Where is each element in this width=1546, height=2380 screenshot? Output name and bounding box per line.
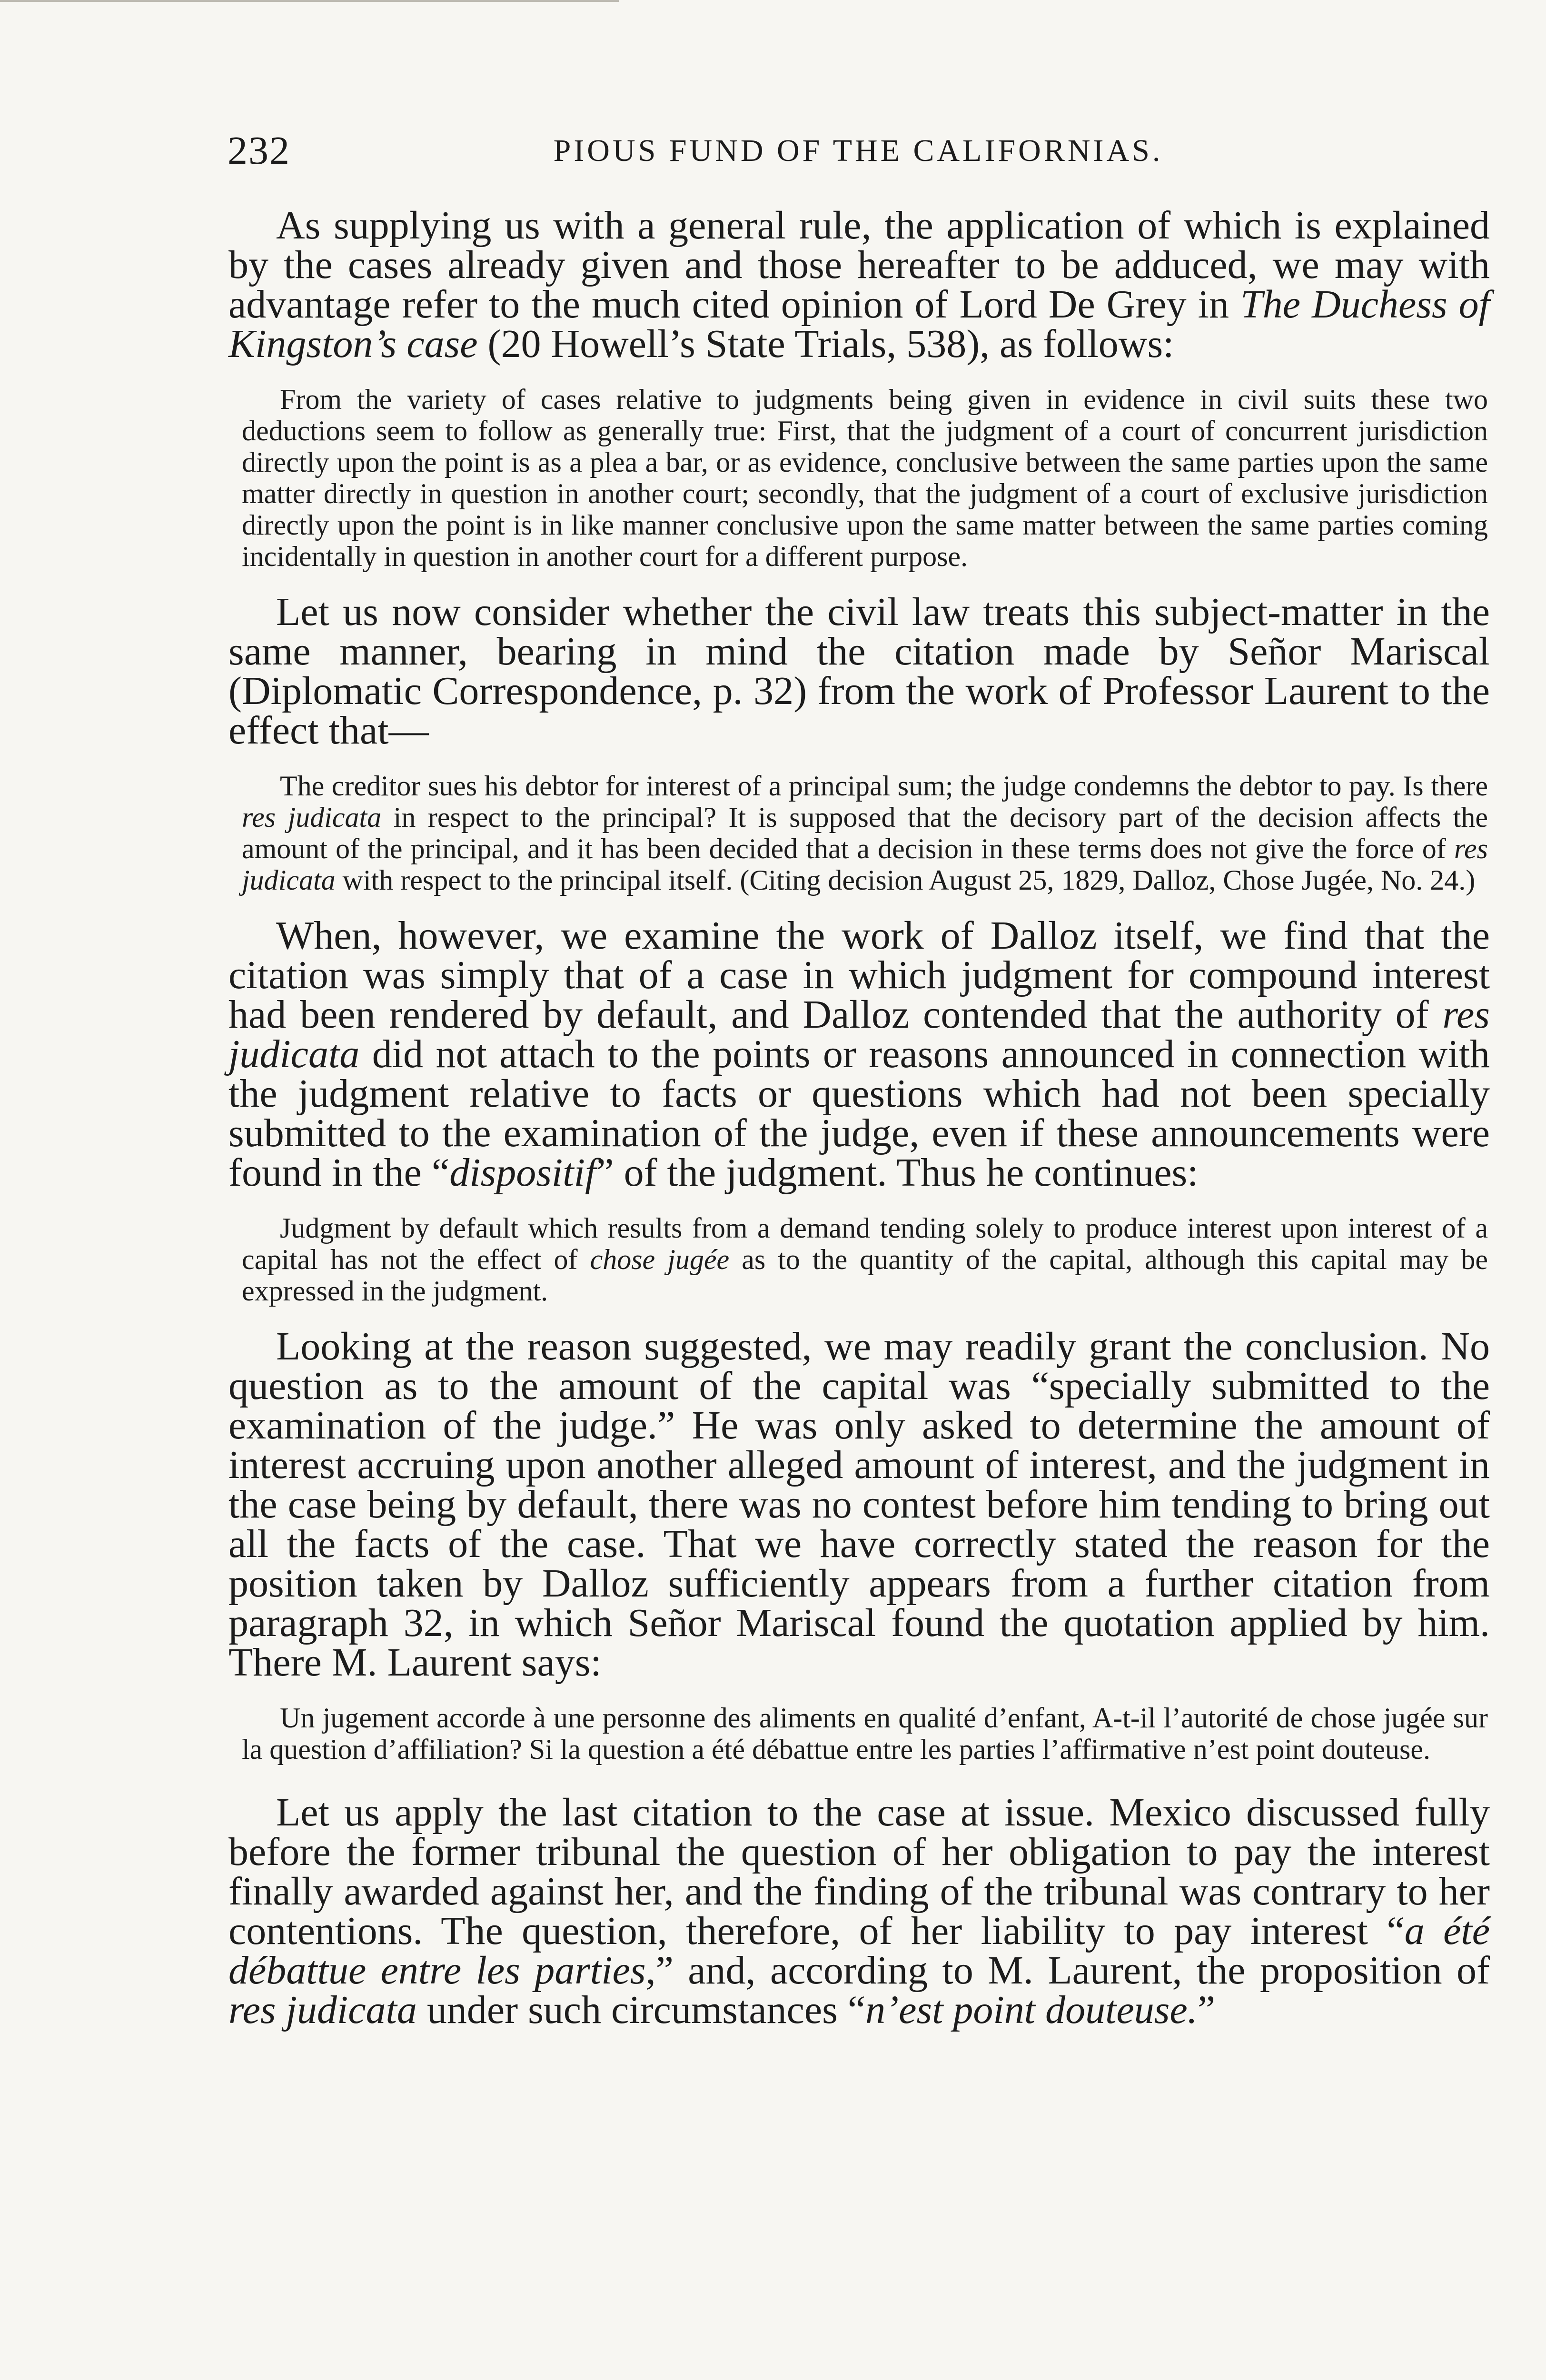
res-judicata-italic: res judicata: [242, 802, 382, 833]
paragraph-3-text-b: did not attach to the points or reasons announced in connection with the judgment relative to facts or questions which had not been specially submitted to the examination of the judge, even if these announcements were found in the “: [228, 1032, 1490, 1195]
paragraph-5-text-c: under such circumstances “: [416, 1988, 866, 2032]
paragraph-1-text-b: (20 Howell’s State Trials, 538), as follows:: [477, 322, 1174, 366]
block-quote-1: From the variety of cases relative to judgments being given in evidence in civil suits these two deductions seem to follow as generally true: First, that the judgment of a court of concurrent jurisdiction directly upon the point is as a plea a bar, or as evidence, conclusive between the same parties upon the same matter directly in question in another court; secondly, that the judgment of a court of exclusive jurisdiction directly upon the point is in like manner conclusive upon the same matter between the same parties coming incidentally in question in another court for a different purpose.: [242, 384, 1488, 572]
paragraph-5-text-b: ,” and, according to M. Laurent, the proposition of: [645, 1948, 1490, 1993]
paragraph-2: Let us now consider whether the civil law treats this subject-matter in the same manner, bearing in mind the citation made by Señor Mariscal (Diplomatic Correspondence, p. 32) from the work of Professor Laurent to the effect that—: [228, 590, 1490, 753]
chose-jugee-italic: chose jugée: [590, 1244, 730, 1275]
paragraph-3-text-c: ” of the judgment. Thus he continues:: [596, 1150, 1199, 1195]
paragraph-3: [228, 913, 1490, 1195]
page-header: [228, 125, 1489, 177]
paragraph-5-text-a: Let us apply the last citation to the case at issue. Mexico discussed fully before the former tribunal the question of her obligation to pay the interest finally awarded against her, and the finding of the tribunal was contrary to her contentions. The question, therefore, of her liability to pay interest “: [228, 1790, 1490, 1953]
french-phrase-italic: n’est point douteuse.: [865, 1988, 1198, 2032]
block-quote-4: Un jugement accorde à une personne des aliments en qualité d’enfant, A-t-il l’autorité de chose jugée sur la question d’affiliation? Si la question a été débattue entre les parties l’affirmative n’est point douteuse.: [242, 1702, 1488, 1765]
quote-3-text-a: Judgment by default which results from a demand tending solely to produce interest upon interest of a capital has not the effect of: [242, 1212, 1488, 1275]
paragraph-1-text-a: As supplying us with a general rule, the application of which is explained by the cases already given and those hereafter to be adduced, we may with advantage refer to the much cited opinion of Lord De Grey in: [228, 203, 1490, 327]
paragraph-5: [228, 1790, 1490, 2032]
block-quote-2: [242, 770, 1488, 896]
quote-2-text-b: in respect to the principal? It is supposed that the decisory part of the decision affects the amount of the principal, and it has been decided that a decision in these terms does not give the force of: [242, 802, 1488, 864]
french-phrase-italic: a été débattue entre les parties: [228, 1909, 1490, 1993]
top-edge-rule: [0, 0, 619, 2]
res-judicata-italic: res judicata: [228, 992, 1490, 1076]
paragraph-3-text-a: When, however, we examine the work of Dalloz itself, we find that the citation was simply that of a case in which judgment for compound interest had been rendered by default, and Dalloz contended that the authority of: [228, 913, 1490, 1037]
res-judicata-italic: res judicata: [242, 833, 1488, 896]
case-name-italic: The Duchess of Kingston’s case: [228, 282, 1490, 366]
page-number: 232: [228, 129, 290, 173]
quote-2-text-c: with respect to the principal itself. (Citing decision August 25, 1829, Dalloz, Chose Jugée, No. 24.): [335, 864, 1476, 896]
quote-3-text-b: as to the quantity of the capital, although this capital may be expressed in the judgment.: [242, 1244, 1488, 1307]
paragraph-5-text-d: ”: [1197, 1988, 1215, 2032]
res-judicata-italic: res judicata: [228, 1988, 417, 2032]
running-title: PIOUS FUND OF THE CALIFORNIAS.: [553, 133, 1163, 168]
page-body: [228, 203, 1490, 2032]
block-quote-3: [242, 1212, 1488, 1307]
paragraph-4: Looking at the reason suggested, we may readily grant the conclusion. No question as to the amount of the capital was “specially submitted to the examination of the judge.” He was only asked to determine the amount of interest accruing upon another alleged amount of interest, and the judgment in the case being by default, there was no contest before him tending to bring out all the facts of the case. That we have correctly stated the reason for the position taken by Dalloz sufficiently appears from a further citation from paragraph 32, in which Señor Mariscal found the quotation applied by him. There M. Laurent says:: [228, 1324, 1490, 1685]
paragraph-1: [228, 203, 1490, 366]
dispositif-italic: dispositif: [449, 1150, 596, 1195]
quote-2-text-a: The creditor sues his debtor for interest of a principal sum; the judge condemns the debtor to pay. Is there: [280, 770, 1488, 802]
